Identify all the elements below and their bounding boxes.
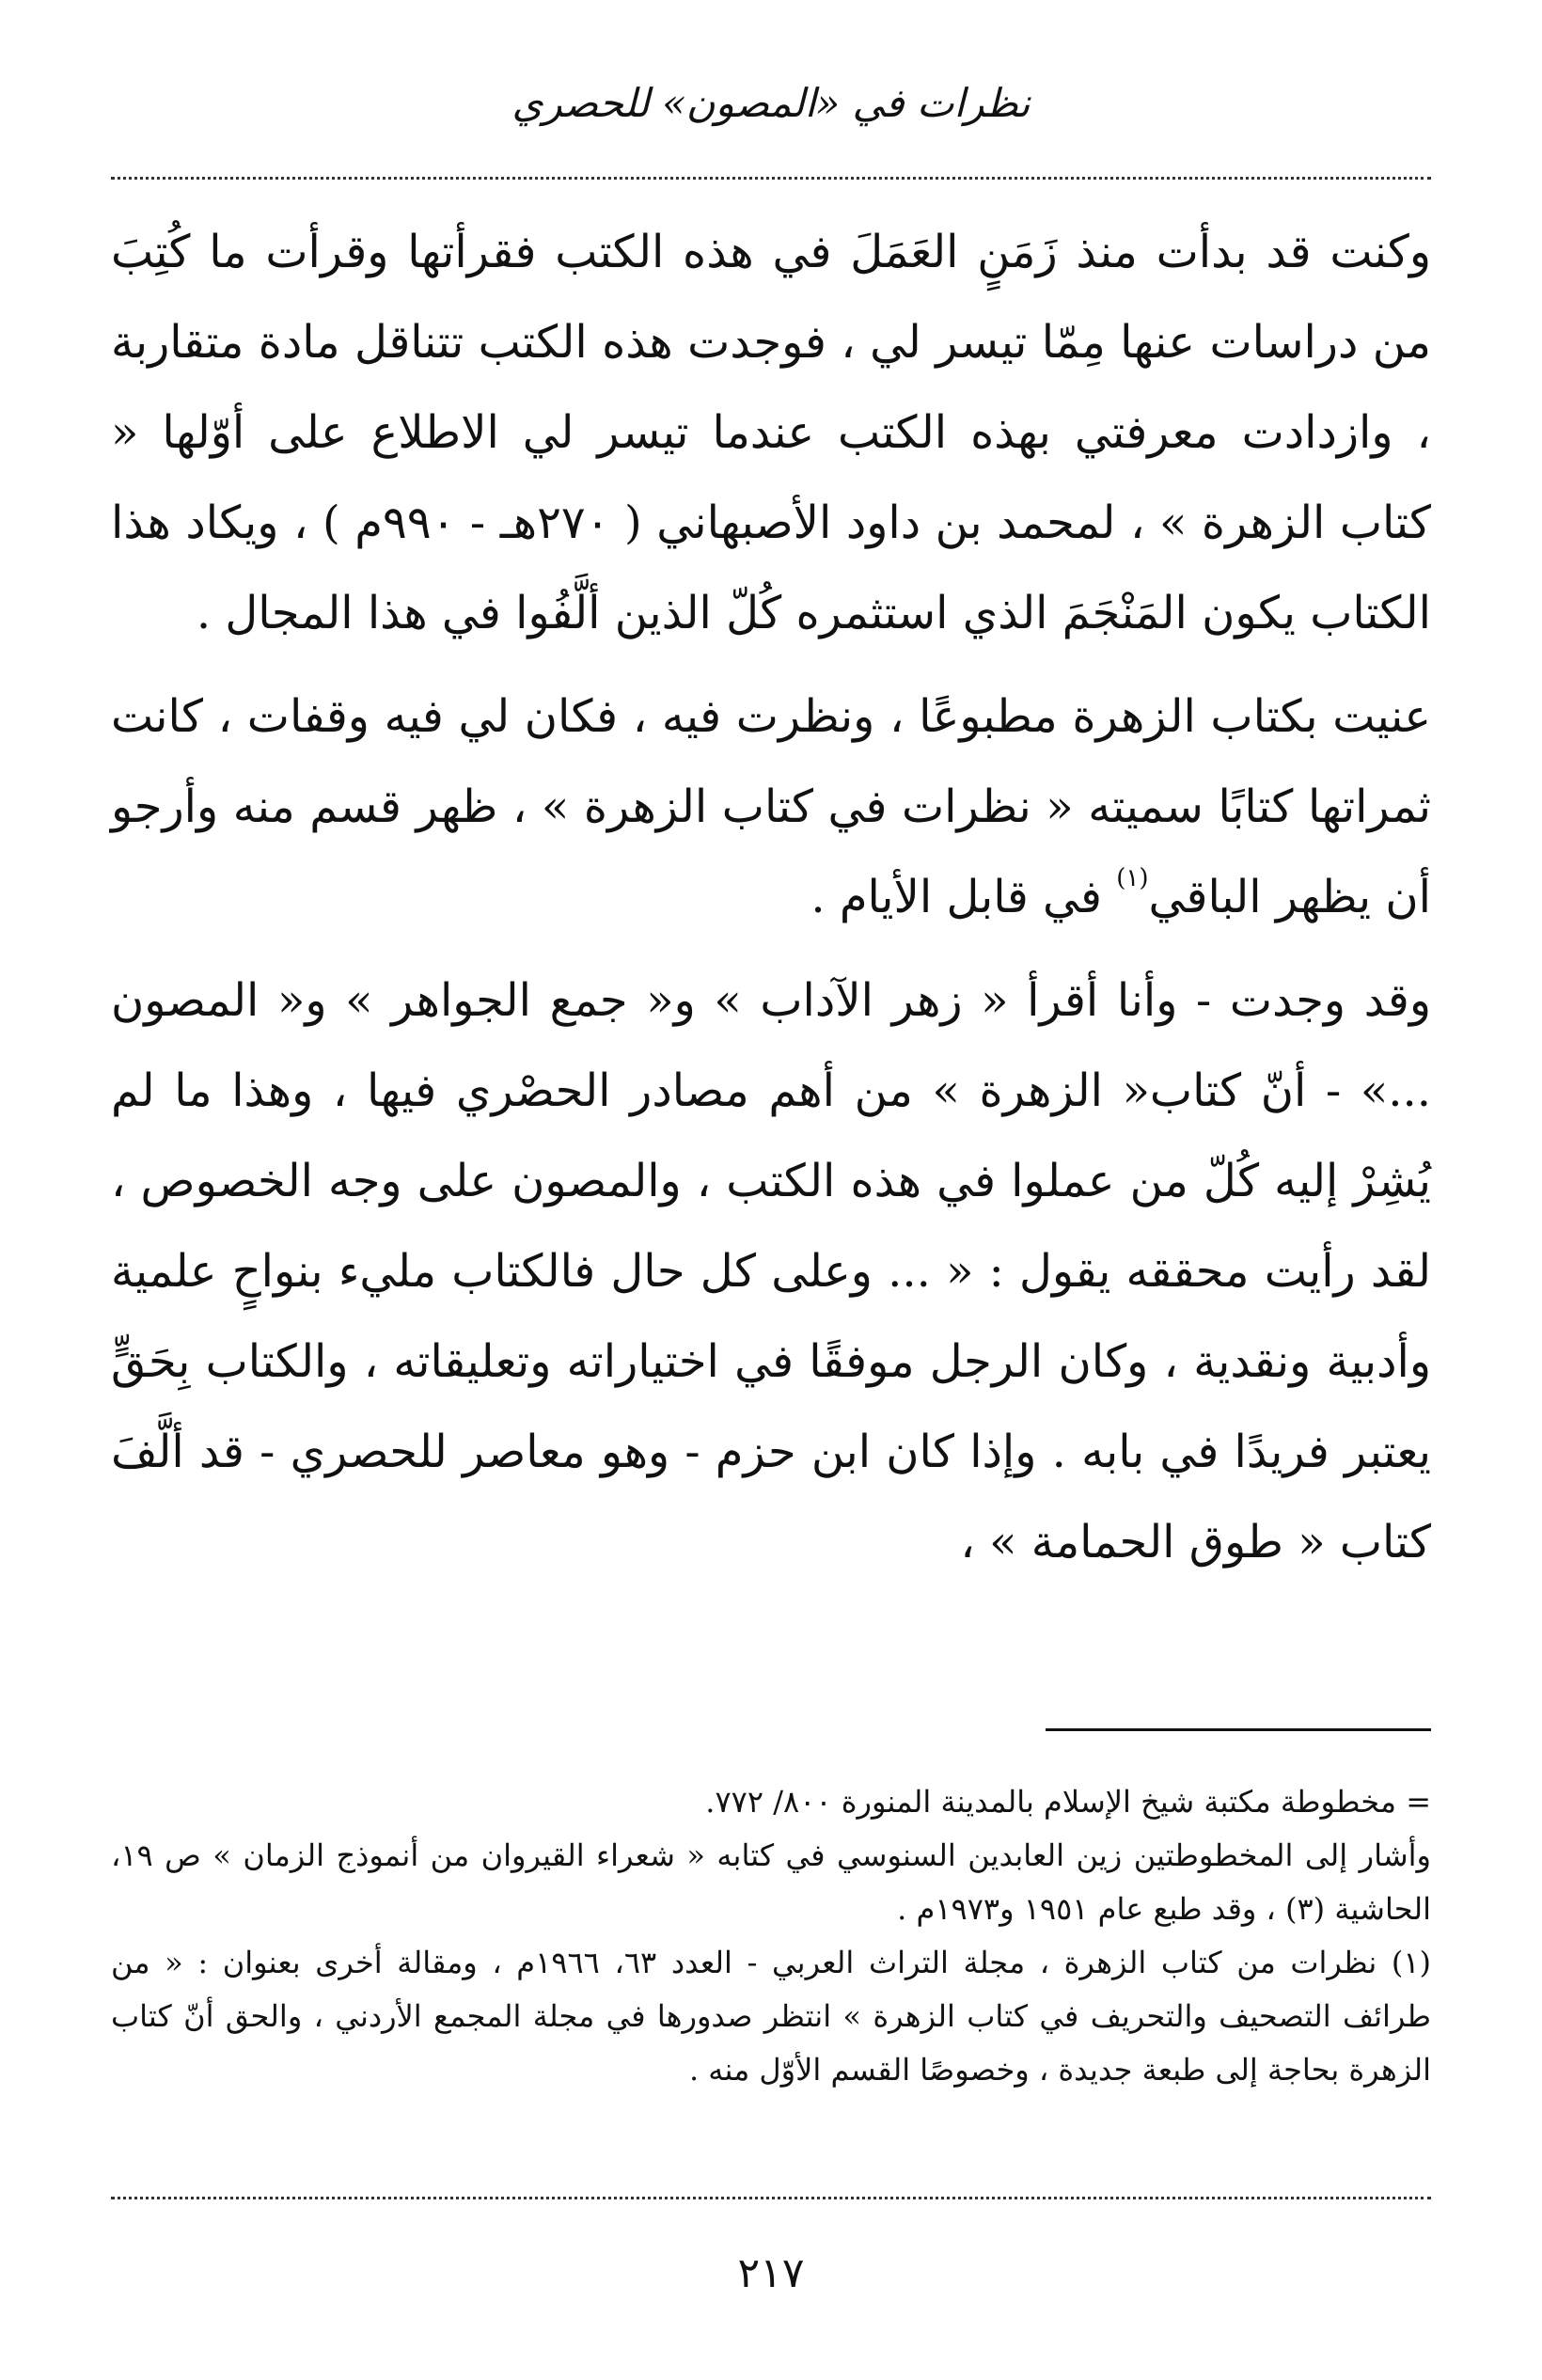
paragraph-2-text-before: عنيت بكتاب الزهرة مطبوعًا ، ونظرت فيه ، فكان لي فيه وقفات ، كانت ثمراتها كتابًا سميته « نظرات في كتاب الزهرة » ، ظهر قسم منه وأرجو أن يظهر الباقي [111,690,1431,923]
paragraph-3: وقد وجدت - وأنا أقرأ « زهر الآداب » و« جمع الجواهر » و« المصون ...» - أنّ كتاب« الزهرة » من أهم مصادر الحصْري فيها ، وهذا ما لم يُشِرْ إليه كُلّ من عملوا في هذه الكتب ، والمصون على وجه الخصوص ، لقد رأيت محققه يقول : « ... وعلى كل حال فالكتاب مليء بنواحٍ علمية وأدبية ونقدية ، وكان الرجل موفقًا في اختياراته وتعليقاته ، والكتاب بِحَقٍّ يعتبر فريدًا في بابه . وإذا كان ابن حزم - وهو معاصر للحصري - قد ألَّفَ كتاب « طوق الحمامة » ، [111,974,1432,1568]
paragraph-2 [111,671,1431,942]
footnote-continuation-2: وأشار إلى المخطوطتين زين العابدين السنوسي في كتابه « شعراء القيروان من أنموذج الزمان » ص ١٩، الحاشية (٣) ، وقد طبع عام ١٩٥١ و١٩٧٣م . [111,1837,1431,1927]
paragraph-2-text-after: في قابل الأيام . [810,871,1117,923]
footer-divider [111,2197,1431,2199]
footnote-divider [1046,1728,1431,1731]
footnote-continuation: = مخطوطة مكتبة شيخ الإسلام بالمدينة المنورة ٨٠٠/ ٧٧٢. [705,1784,1431,1820]
footnote-1: (١) نظرات من كتاب الزهرة ، مجلة التراث العربي - العدد ٦٣، ١٩٦٦م ، ومقالة أخرى بعنوان : « من طرائف التصحيف والتحريف في كتاب الزهرة » انتظر صدورها في مجلة المجمع الأردني ، والحق أنّ كتاب الزهرة بحاجة إلى طبعة جديدة ، وخصوصًا القسم الأوّل منه . [111,1945,1431,2088]
footnote-reference: (١) [1116,864,1149,892]
main-text [111,207,1431,1600]
header-divider [111,177,1431,180]
page-number: ٢١٧ [737,2249,805,2297]
paragraph-1: وكنت قد بدأت منذ زَمَنٍ العَمَلَ في هذه الكتب فقرأتها وقرأت ما كُتِبَ من دراسات عنها مِمّا تيسر لي ، فوجدت هذه الكتب تتناقل مادة متقاربة ، وازدادت معرفتي بهذه الكتب عندما تيسر لي الاطلاع على أوّلها « كتاب الزهرة » ، لمحمد بن داود الأصبهاني ( ٢٧٠هـ - ٩٩٠م ) ، ويكاد هذا الكتاب يكون المَنْجَمَ الذي استثمره كُلّ الذين ألَّفُوا في هذا المجال . [111,226,1432,639]
running-title: نظرات في «المصون» للحصري [511,80,1031,126]
footnotes [111,1775,1431,2097]
